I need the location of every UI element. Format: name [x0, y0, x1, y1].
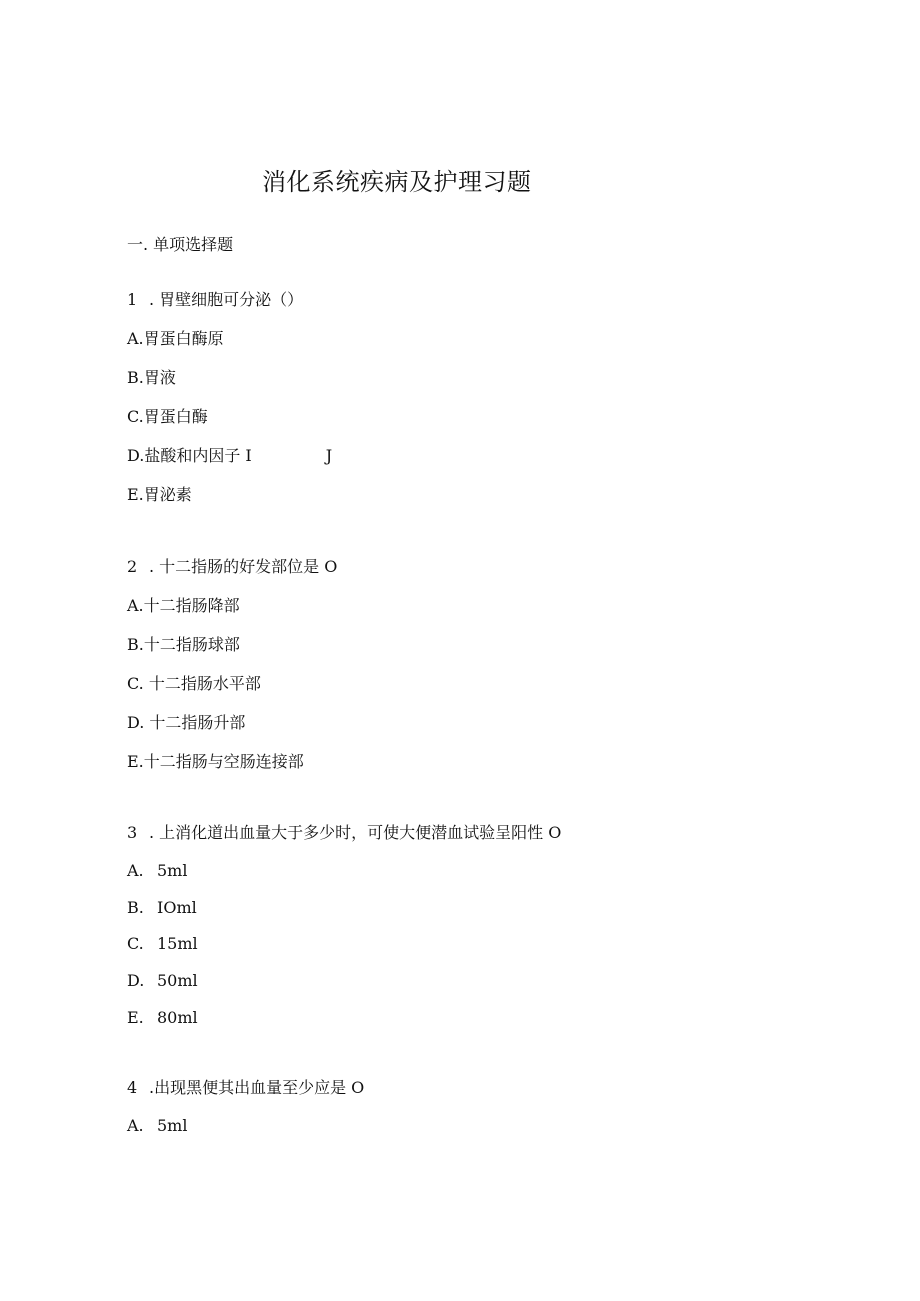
question-stem: [127, 1078, 364, 1098]
question-text: . 十二指肠的好发部位是 O: [149, 557, 338, 576]
option-e: E.胃泌素: [127, 485, 192, 504]
question-stem: [127, 823, 561, 843]
option-letter: A.: [127, 1116, 144, 1135]
question-text: . 胃壁细胞可分泌（）: [149, 290, 304, 309]
option-letter: C.: [127, 934, 144, 953]
option-letter: A.: [127, 861, 144, 880]
option-b: [127, 898, 197, 918]
option-b: B.胃液: [127, 368, 176, 387]
option-value: IOml: [157, 898, 197, 917]
option-letter: D.: [127, 971, 145, 990]
option-d: D. 十二指肠升部: [127, 713, 246, 732]
question-number: 4: [127, 1078, 138, 1097]
option-value: 50ml: [157, 971, 198, 990]
option-value: 5ml: [157, 861, 188, 880]
option-c: [127, 934, 198, 954]
option-value: 15ml: [157, 934, 198, 953]
option-a: A.十二指肠降部: [127, 596, 240, 615]
page-title: 消化系统疾病及护理习题: [262, 168, 532, 196]
option-text: D.盐酸和内因子 I: [127, 446, 252, 465]
option-a: [127, 861, 187, 881]
question-text: . 上消化道出血量大于多少时，可使大便潜血试验呈阳性 O: [149, 823, 562, 842]
option-e: [127, 1008, 198, 1028]
option-letter: E.: [127, 1008, 144, 1027]
option-c: C. 十二指肠水平部: [127, 674, 261, 693]
option-value: 5ml: [157, 1116, 188, 1135]
option-letter: B.: [127, 898, 144, 917]
option-a: [127, 1116, 187, 1136]
option-trailing-mark: J: [325, 446, 333, 465]
section-heading: 一. 单项选择题: [127, 235, 234, 254]
question-stem: [127, 290, 303, 310]
question-text: .出现黑便其出血量至少应是 O: [149, 1078, 365, 1097]
option-c: C.胃蛋白酶: [127, 407, 208, 426]
question-number: 2: [127, 557, 138, 576]
option-d: [127, 971, 198, 991]
option-e: E.十二指肠与空肠连接部: [127, 752, 304, 771]
option-d: [127, 446, 332, 466]
question-stem: [127, 557, 337, 577]
question-number: 1: [127, 290, 138, 309]
option-a: A.胃蛋白酶原: [127, 329, 224, 348]
question-number: 3: [127, 823, 138, 842]
option-value: 80ml: [157, 1008, 198, 1027]
option-b: B.十二指肠球部: [127, 635, 240, 654]
